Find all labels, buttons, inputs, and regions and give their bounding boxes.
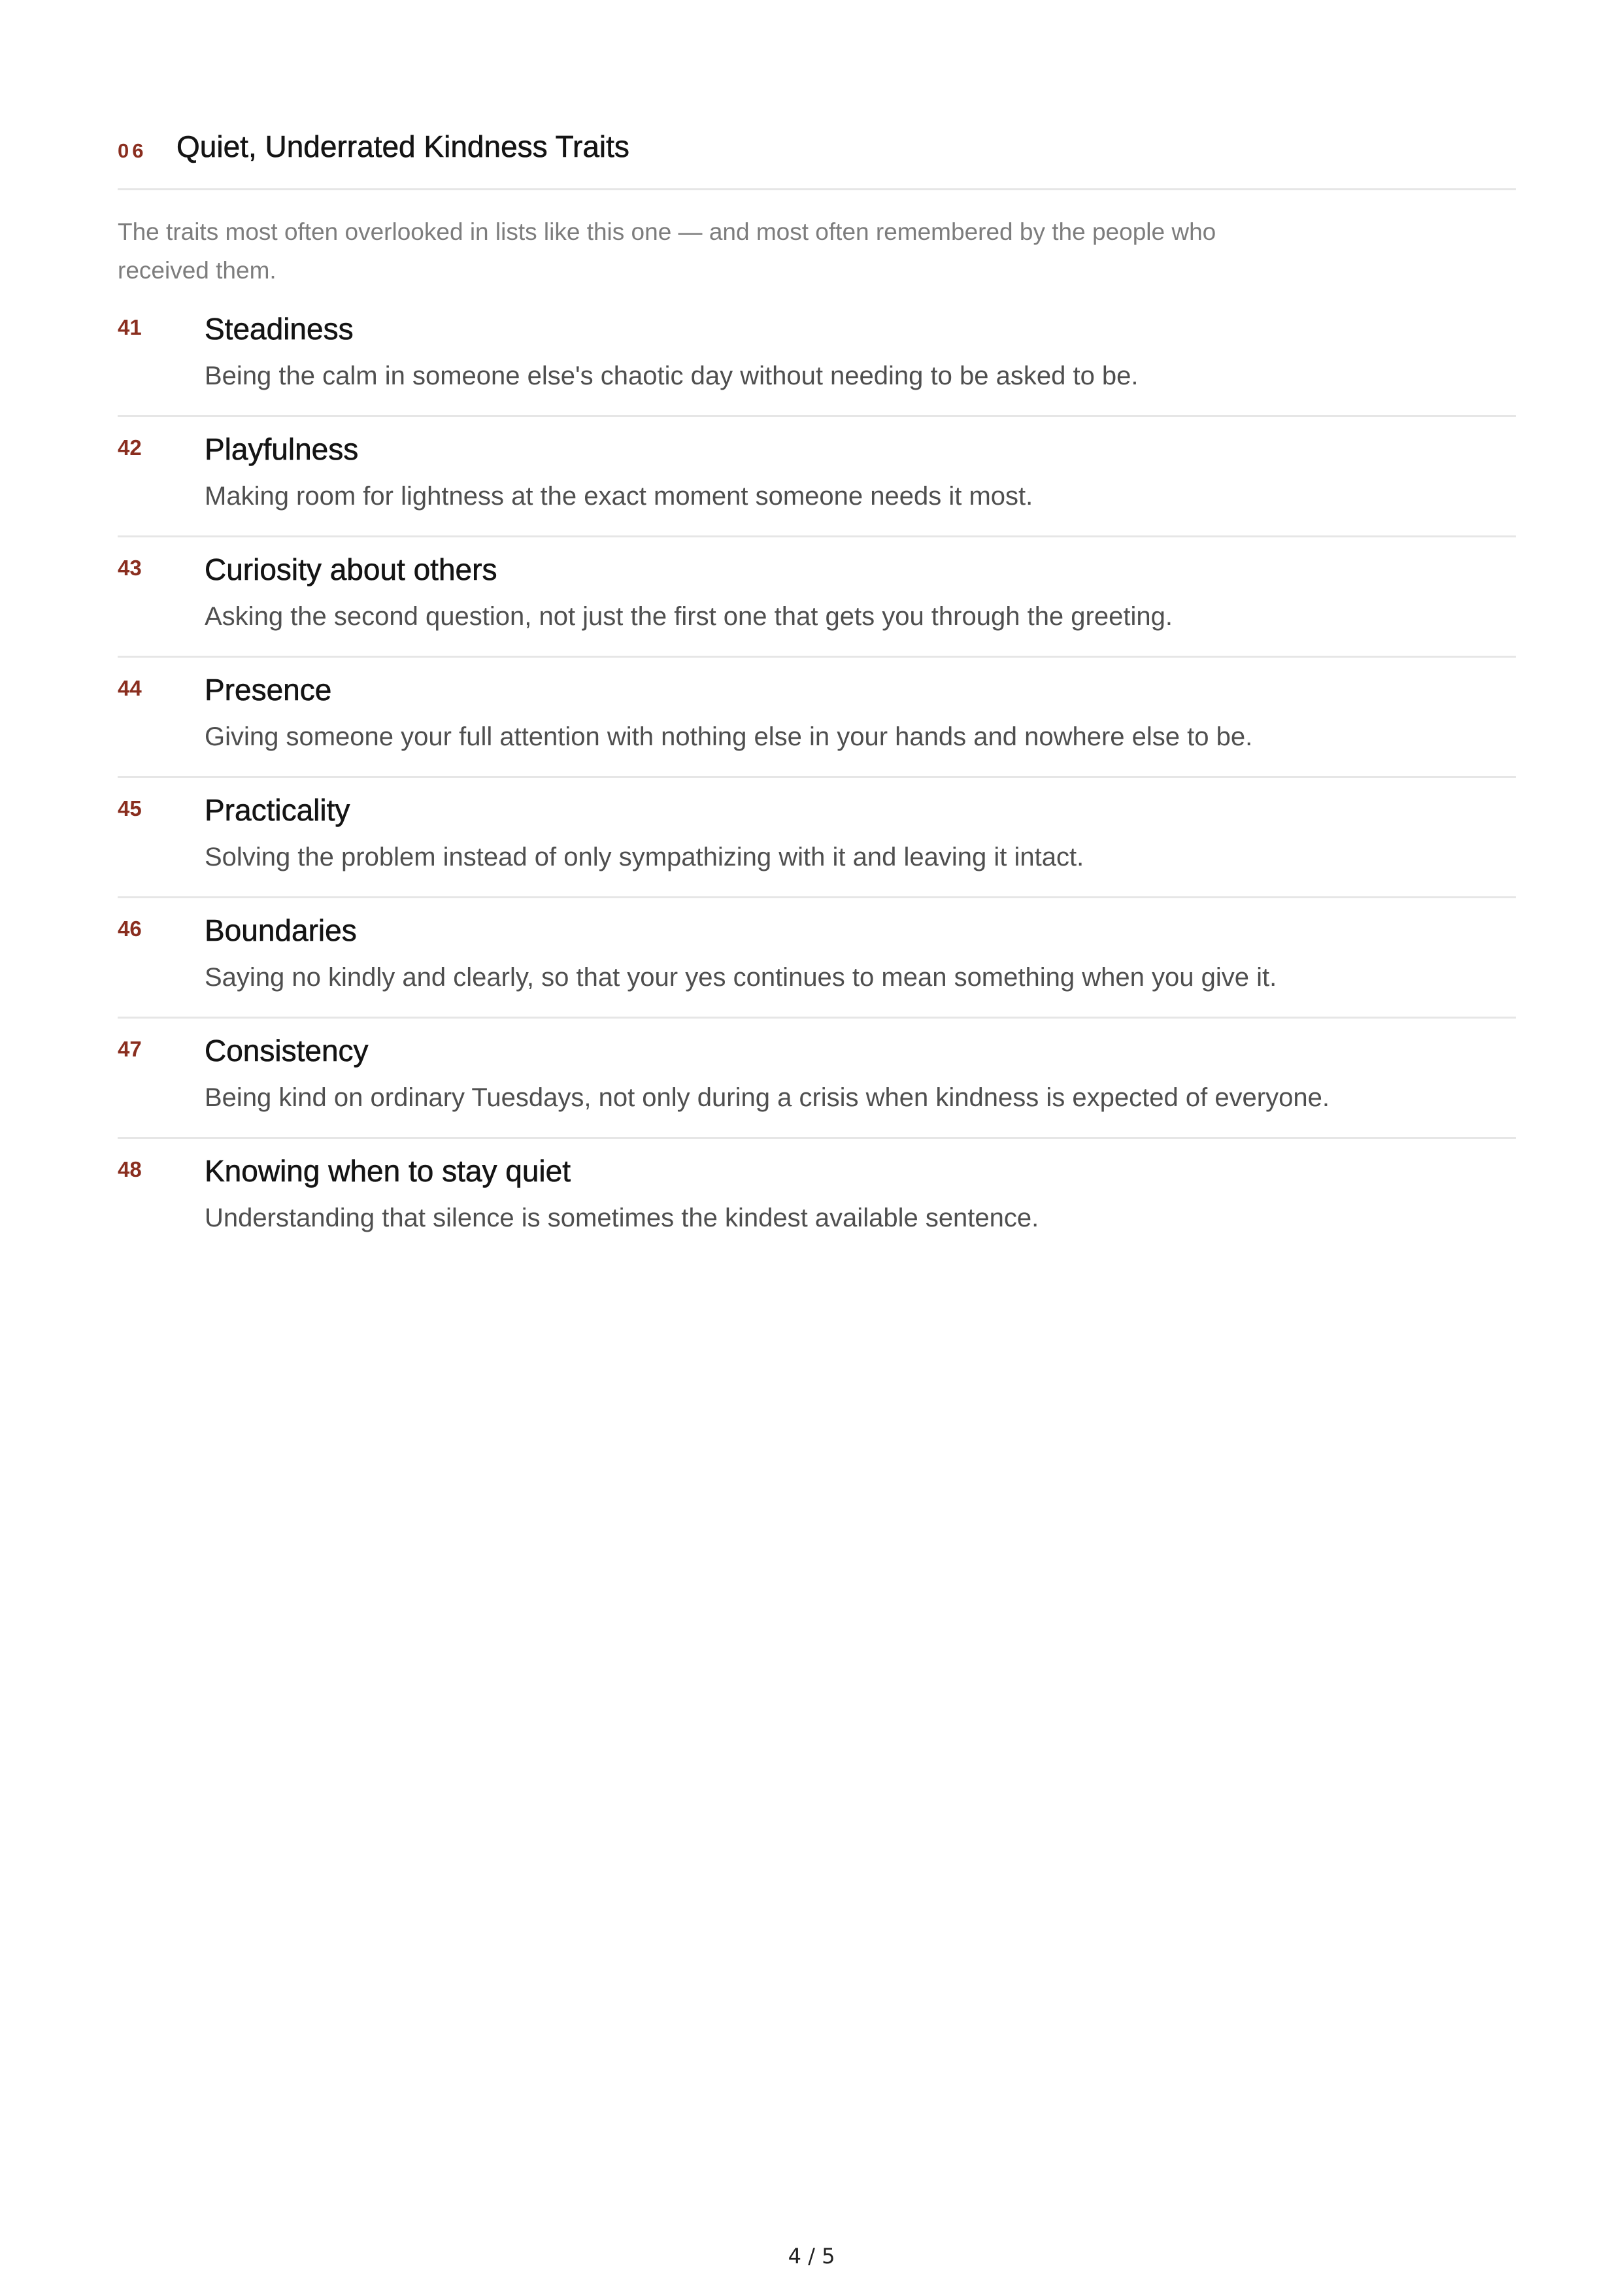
section-intro: The traits most often overlooked in lists like this one — and most often remembered by the people who received them. xyxy=(118,218,1216,284)
trait-item xyxy=(118,778,1516,898)
trait-item xyxy=(118,1019,1516,1139)
trait-description: Understanding that silence is sometimes the kindest available sentence. xyxy=(205,1204,1039,1232)
trait-number: 43 xyxy=(118,556,142,580)
trait-number: 42 xyxy=(118,435,142,460)
trait-name: Presence xyxy=(205,673,332,707)
trait-description: Being the calm in someone else's chaotic day without needing to be asked to be. xyxy=(205,362,1139,390)
trait-item xyxy=(118,297,1516,417)
trait-number: 48 xyxy=(118,1157,142,1181)
trait-list xyxy=(118,297,1516,1259)
trait-description: Solving the problem instead of only sympathizing with it and leaving it intact. xyxy=(205,843,1084,871)
trait-number: 47 xyxy=(118,1037,142,1061)
trait-name: Consistency xyxy=(205,1034,369,1068)
page-number: 4 / 5 xyxy=(788,2244,835,2269)
trait-number: 45 xyxy=(118,796,142,820)
trait-name: Boundaries xyxy=(205,913,357,947)
section-header xyxy=(118,127,1516,190)
trait-name: Practicality xyxy=(205,793,350,827)
section-number: 06 xyxy=(118,139,147,162)
trait-number: 41 xyxy=(118,315,142,339)
document-page xyxy=(118,0,1516,2296)
trait-name: Steadiness xyxy=(205,312,354,346)
trait-item xyxy=(118,1139,1516,1259)
trait-item xyxy=(118,537,1516,658)
section-title: Quiet, Underrated Kindness Traits xyxy=(176,129,629,163)
trait-description: Giving someone your full attention with nothing else in your hands and nowhere else to be. xyxy=(205,722,1253,751)
trait-description: Saying no kindly and clearly, so that your yes continues to mean something when you give it. xyxy=(205,963,1277,992)
trait-item xyxy=(118,658,1516,778)
trait-name: Knowing when to stay quiet xyxy=(205,1154,571,1188)
trait-name: Playfulness xyxy=(205,432,359,466)
trait-number: 44 xyxy=(118,676,142,700)
trait-item xyxy=(118,417,1516,537)
trait-item xyxy=(118,898,1516,1019)
trait-description: Making room for lightness at the exact moment someone needs it most. xyxy=(205,482,1033,511)
trait-description: Being kind on ordinary Tuesdays, not only during a crisis when kindness is expected of everyone. xyxy=(205,1083,1330,1112)
trait-description: Asking the second question, not just the first one that gets you through the greeting. xyxy=(205,602,1173,631)
trait-name: Curiosity about others xyxy=(205,552,497,586)
trait-number: 46 xyxy=(118,917,142,941)
